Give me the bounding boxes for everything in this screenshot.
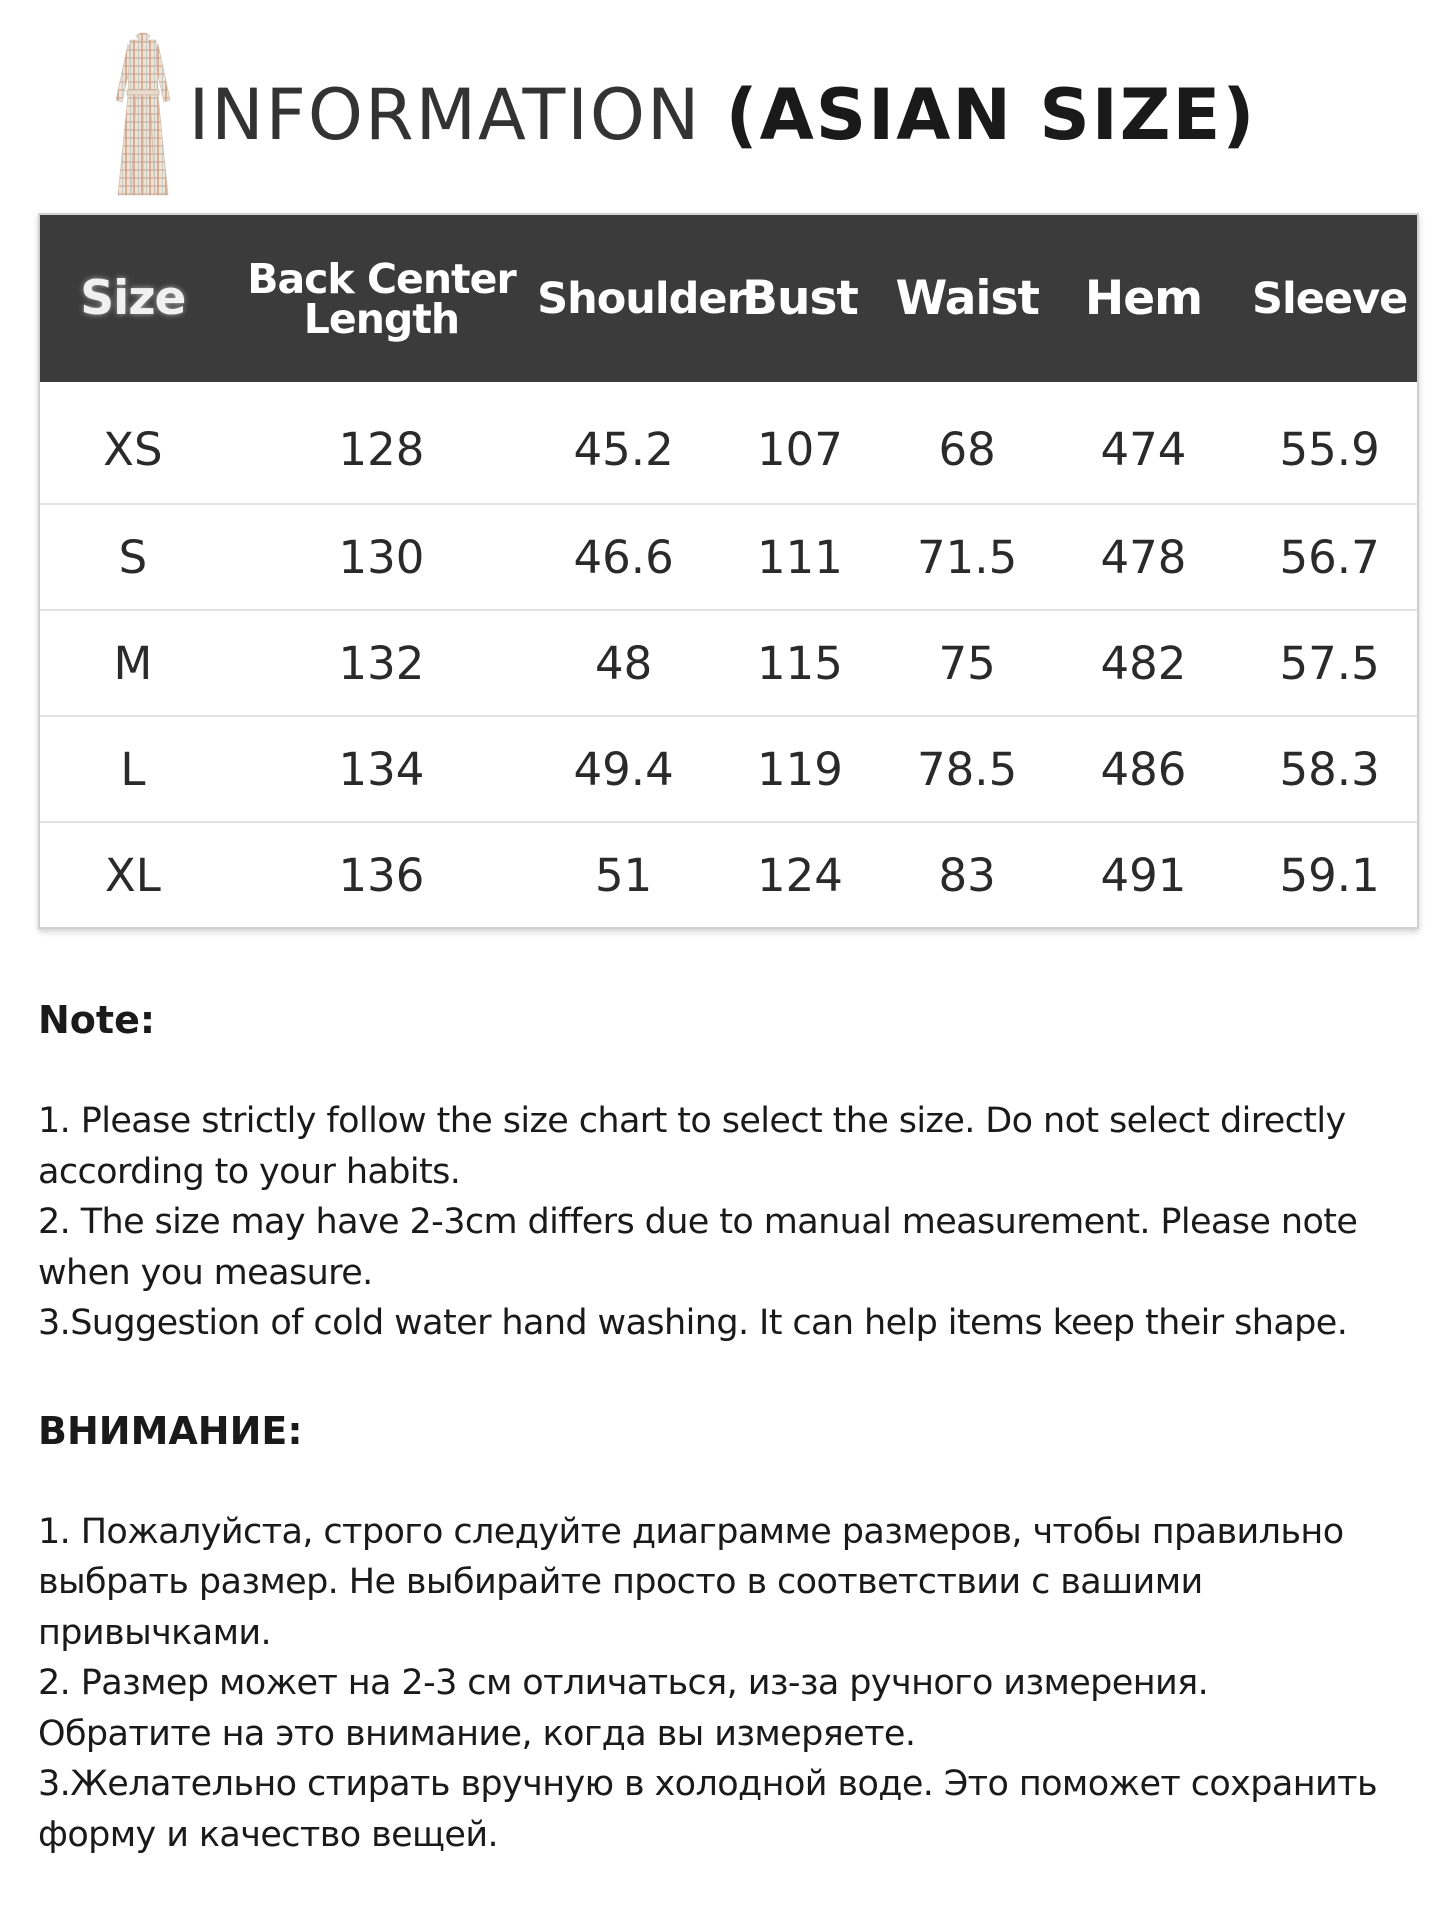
note-line: Обратите на это внимание, когда вы измеряете. xyxy=(38,1713,916,1754)
table-row xyxy=(40,609,1417,715)
cell-sleeve: 59.1 xyxy=(1279,848,1380,902)
column-header-label: Shoulder xyxy=(537,273,747,324)
column-header-label: Sleeve xyxy=(1252,273,1408,324)
cell-size: XL xyxy=(104,848,161,902)
cell-waist: 68 xyxy=(938,423,996,476)
cell-waist: 75 xyxy=(938,636,996,690)
cell-back-center-length: 132 xyxy=(338,636,425,690)
note-line: 3.Желательно стирать вручную в холодной воде. Это поможет сохранить xyxy=(38,1764,1377,1804)
cell-bust: 119 xyxy=(756,742,843,796)
column-header-bust xyxy=(710,270,890,326)
column-header-sleeve xyxy=(1242,273,1417,324)
table-row xyxy=(40,382,1417,503)
cell-bust: 124 xyxy=(756,848,843,902)
column-header-size xyxy=(40,270,226,326)
cell-back-center-length: 130 xyxy=(338,530,425,584)
cell-back-center-length: 134 xyxy=(338,742,425,796)
cell-sleeve: 58.3 xyxy=(1279,742,1380,796)
table-header-row xyxy=(40,215,1417,382)
note-heading-ru: ВНИМАНИЕ: xyxy=(38,1408,303,1453)
note-line: 2. Размер может на 2-3 см отличаться, из-за ручного измерения. xyxy=(38,1663,1209,1703)
note-line: выбрать размер. Не выбирайте просто в соответствии с вашими xyxy=(38,1562,1203,1602)
cell-size: XS xyxy=(103,423,163,476)
column-header-label-line1: Back Center xyxy=(247,254,516,303)
notes-section xyxy=(38,996,1418,1860)
note-line: according to your habits. xyxy=(38,1151,461,1192)
cell-hem: 478 xyxy=(1100,530,1187,584)
cell-waist: 78.5 xyxy=(917,742,1018,796)
table-row xyxy=(40,821,1417,927)
cell-bust: 115 xyxy=(756,636,843,690)
column-header-label-line2: Length xyxy=(303,294,460,343)
note-line: форму и качество вещей. xyxy=(38,1814,498,1855)
cell-bust: 107 xyxy=(756,423,843,476)
column-header-label: Size xyxy=(80,270,186,326)
note-line: 1. Пожалуйста, строго следуйте диаграмме размеров, чтобы правильно xyxy=(38,1511,1344,1552)
note-line: 2. The size may have 2-3cm differs due to manual measurement. Please note xyxy=(38,1202,1358,1242)
cell-hem: 486 xyxy=(1100,742,1187,796)
page-title xyxy=(0,70,1445,160)
cell-shoulder: 51 xyxy=(595,848,653,902)
cell-sleeve: 56.7 xyxy=(1279,530,1380,584)
note-line: привычками. xyxy=(38,1612,272,1653)
cell-back-center-length: 136 xyxy=(338,848,425,902)
cell-bust: 111 xyxy=(756,530,843,584)
cell-shoulder: 49.4 xyxy=(573,742,674,796)
cell-shoulder: 48 xyxy=(595,636,653,690)
cell-sleeve: 55.9 xyxy=(1279,423,1380,476)
cell-back-center-length: 128 xyxy=(338,423,425,476)
cell-size: M xyxy=(113,636,153,690)
cell-waist: 71.5 xyxy=(917,530,1018,584)
column-header-hem xyxy=(1045,270,1243,326)
cell-hem: 491 xyxy=(1100,848,1187,902)
column-header-back-center-length xyxy=(226,254,537,343)
size-chart-table xyxy=(38,213,1419,929)
note-line: 1. Please strictly follow the size chart to select the size. Do not select directly xyxy=(38,1101,1346,1141)
column-header-shoulder xyxy=(537,273,747,324)
table-row xyxy=(40,715,1417,821)
column-header-waist xyxy=(890,270,1045,326)
note-line: 3.Suggestion of cold water hand washing. It can help items keep their shape. xyxy=(38,1303,1348,1343)
table-body xyxy=(40,382,1417,927)
note-line: when you measure. xyxy=(38,1252,373,1293)
cell-size: L xyxy=(120,742,146,796)
note-list-ru xyxy=(38,1507,1418,1861)
table-row xyxy=(40,503,1417,609)
cell-waist: 83 xyxy=(938,848,996,902)
note-heading-en: Note: xyxy=(38,998,156,1042)
column-header-label: Bust xyxy=(742,270,858,326)
cell-sleeve: 57.5 xyxy=(1279,636,1380,690)
cell-hem: 482 xyxy=(1100,636,1187,690)
cell-hem: 474 xyxy=(1100,423,1187,476)
cell-size: S xyxy=(118,530,148,584)
column-header-label: Waist xyxy=(895,270,1039,326)
column-header-label: Hem xyxy=(1084,270,1203,326)
note-list-en xyxy=(38,1096,1418,1349)
cell-shoulder: 46.6 xyxy=(573,530,674,584)
title-asian-size: (ASIAN SIZE) xyxy=(725,74,1257,156)
cell-shoulder: 45.2 xyxy=(573,423,674,476)
title-information: INFORMATION xyxy=(188,74,726,156)
